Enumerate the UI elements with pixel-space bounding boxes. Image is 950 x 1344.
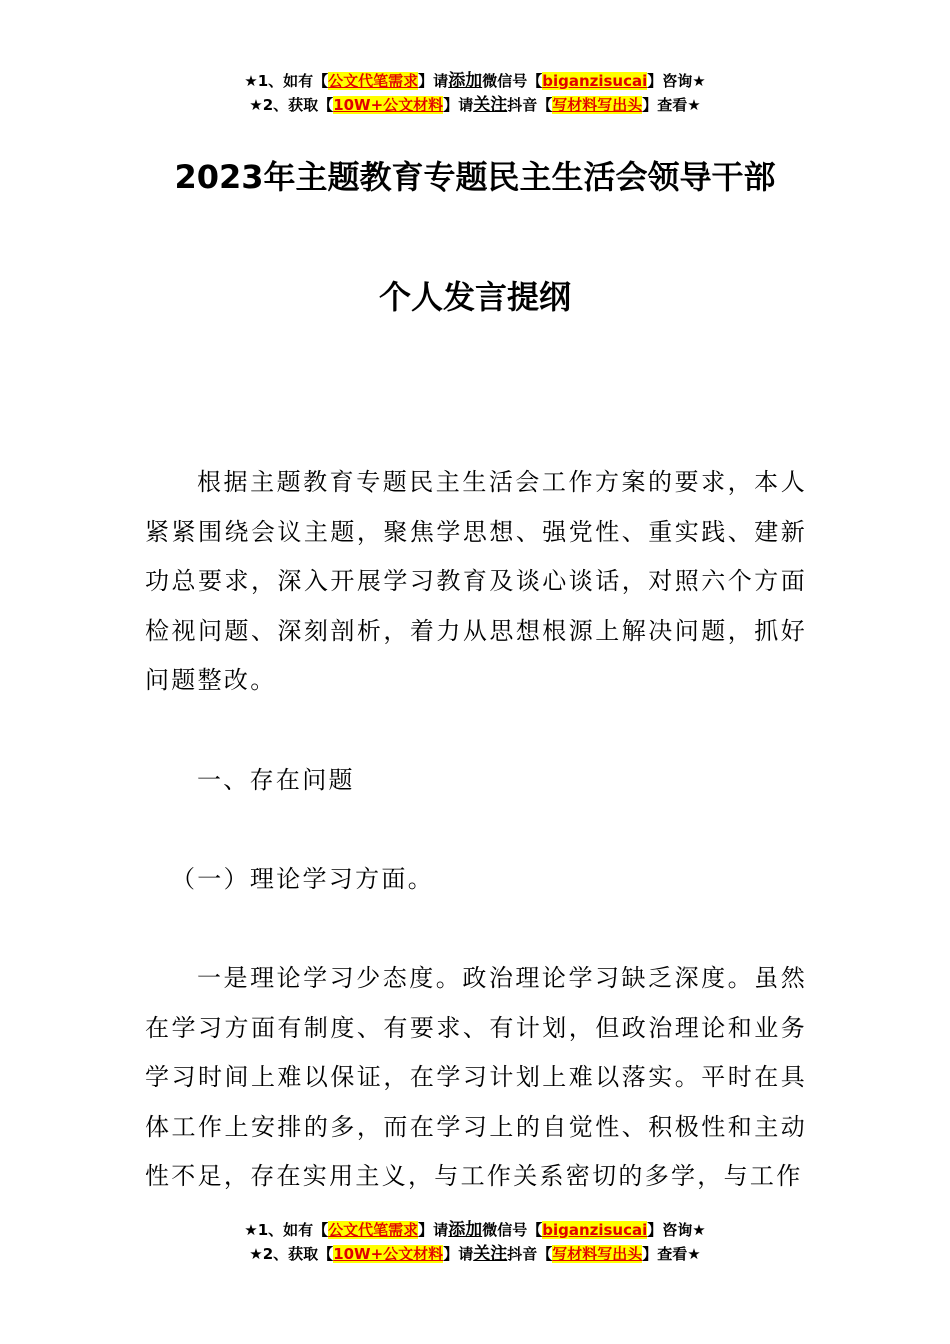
- footer-ad-line-2: [0, 1242, 950, 1266]
- header-ad-line-2: [0, 93, 950, 117]
- ad-highlight: biganzisucai: [542, 1221, 648, 1239]
- ad-text: ★2、获取【: [249, 1245, 334, 1263]
- ad-text: 】咨询★: [647, 1221, 706, 1239]
- ad-underline: 关注: [473, 95, 508, 115]
- ad-text: 】请: [418, 72, 449, 90]
- section-heading: 一、存在问题: [197, 765, 355, 794]
- ad-text: 微信号【: [482, 72, 543, 90]
- ad-text: 】请: [443, 96, 474, 114]
- ad-highlight: 公文代笔需求: [328, 1221, 419, 1239]
- ad-text: 微信号【: [482, 1221, 543, 1239]
- footer-ad-line-1: [0, 1218, 950, 1242]
- ad-text: ★2、获取【: [249, 96, 334, 114]
- ad-text: 】请: [418, 1221, 449, 1239]
- ad-highlight: biganzisucai: [542, 72, 648, 90]
- document-title-line-2: 个人发言提纲: [378, 278, 571, 316]
- ad-text: 抖音【: [507, 1245, 553, 1263]
- ad-text: ★1、如有【: [244, 72, 329, 90]
- paragraph-intro: 根据主题教育专题民主生活会工作方案的要求，本人紧紧围绕会议主题，聚焦学思想、强党性、重实践、建新功总要求，深入开展学习教育及谈心谈话，对照六个方面检视问题、深刻剖析，着力从思想根源上解决问题，抓好问题整改。: [145, 468, 807, 695]
- ad-underline: 添加: [448, 1220, 483, 1240]
- paragraph-theory: 一是理论学习少态度。政治理论学习缺乏深度。虽然在学习方面有制度、有要求、有计划，但政治理论和业务学习时间上难以保证，在学习计划上难以落实。平时在具体工作上安排的多，而在学习上的自觉性、积极性和主动性不足，存在实用主义，与工作关系密切的多学，与工作: [145, 963, 807, 1191]
- ad-text: 】请: [443, 1245, 474, 1263]
- ad-highlight: 10W+公文材料: [333, 96, 444, 114]
- header-ad-line-1: [0, 69, 950, 93]
- ad-text: 】咨询★: [647, 72, 706, 90]
- ad-highlight: 写材料写出头: [552, 96, 643, 114]
- document-title-line-1: 2023年主题教育专题民主生活会领导干部: [174, 158, 776, 196]
- ad-text: ★1、如有【: [244, 1221, 329, 1239]
- ad-highlight: 公文代笔需求: [328, 72, 419, 90]
- document-body: [145, 458, 807, 1202]
- ad-underline: 关注: [473, 1244, 508, 1264]
- ad-text: 】查看★: [642, 96, 701, 114]
- ad-highlight: 10W+公文材料: [333, 1245, 444, 1263]
- ad-text: 抖音【: [507, 96, 553, 114]
- ad-highlight: 写材料写出头: [552, 1245, 643, 1263]
- ad-underline: 添加: [448, 71, 483, 91]
- ad-text: 】查看★: [642, 1245, 701, 1263]
- subsection-heading: （一）理论学习方面。: [171, 864, 434, 893]
